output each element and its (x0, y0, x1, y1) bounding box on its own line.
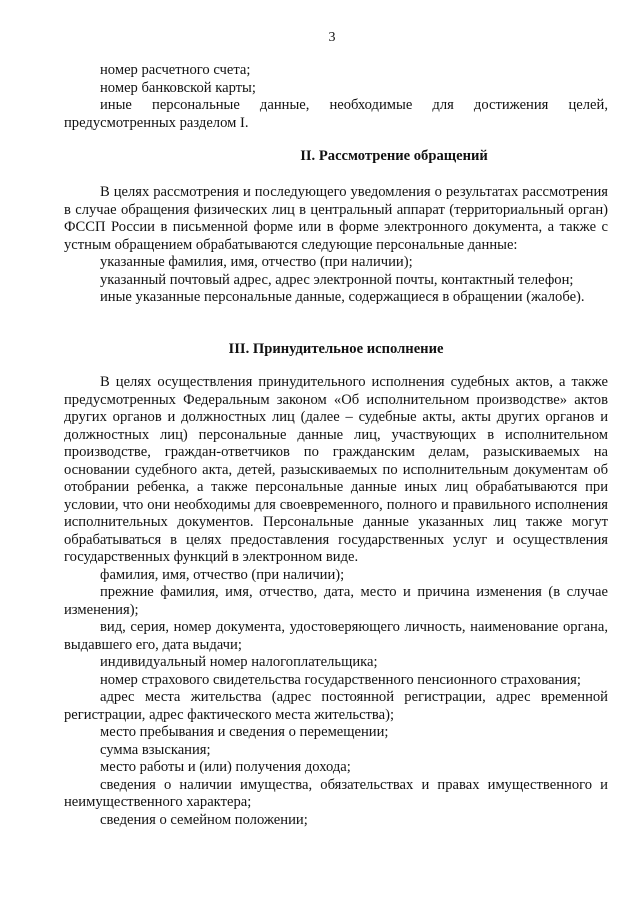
list-item: указанный почтовый адрес, адрес электронной почты, контактный телефон; (100, 271, 574, 288)
list-item: указанные фамилия, имя, отчество (при наличии); (100, 254, 413, 270)
list-item: место пребывания и сведения о перемещении; (100, 724, 389, 740)
list-item: адрес места жительства (адрес постоянной регистрации, адрес временной регистрации, адрес фактического места жительства); (64, 689, 608, 723)
page-number: 3 (328, 30, 336, 45)
list-item: вид, серия, номер документа, удостоверяющего личность, наименование органа, выдавшего его, дата выдачи; (64, 619, 608, 653)
list-item: сведения о семейном положении; (100, 811, 308, 828)
list-item: номер страхового свидетельства государственного пенсионного страхования; (100, 671, 581, 688)
section-enforcement-body (64, 374, 608, 829)
list-item: прежние фамилия, имя, отчество, дата, место и причина изменения (в случае изменения); (64, 584, 608, 618)
list-item: иные указанные персональные данные, содержащиеся в обращении (жалобе). (100, 289, 585, 305)
list-item: сумма взыскания; (100, 741, 211, 758)
section-appeals-body (64, 184, 608, 307)
list-item: номер банковской карты; (100, 79, 256, 96)
section-intro-paragraph: В целях рассмотрения и последующего уведомления о результатах рассмотрения в случае обращения физических лиц в центральный аппарат (территориальный орган) ФССП России в письменной форме или в форме электронного документа, а также с устным обращением обрабатываются следующие персональные данные: (64, 184, 608, 253)
list-item: иные персональные данные, необходимые для достижения целей, предусмотренных разделом I. (64, 97, 608, 131)
section-intro-paragraph: В целях осуществления принудительного исполнения судебных актов, а также предусмотренных Федеральным законом «Об исполнительном производстве» актов других органов и должностных лиц (далее – судебные акты, акты других органов и должностных лиц) персональные данные лиц, участвующих в исполнительном производстве, граждан-ответчиков по гражданским делам, разыскиваемых на основании судебного акта, детей, разыскиваемых по исполнительным документам об отобрании ребенка, а также персональные данные иных лиц обрабатываются при условии, что они необходимы для своевременного, полного и правильного исполнения исполнительных документов. Персональные данные указанных лиц также могут обрабатываться в целях предоставления государственных услуг и осуществления государственных функций в электронном виде. (64, 374, 608, 565)
section-heading-enforcement: III. Принудительное исполнение (228, 341, 444, 357)
list-item: индивидуальный номер налогоплательщика; (100, 654, 378, 670)
personal-data-list-continued (64, 62, 608, 132)
list-item: сведения о наличии имущества, обязательствах и правах имущественного и неимущественного характера; (64, 776, 608, 810)
list-item: номер расчетного счета; (100, 62, 251, 78)
section-heading-appeals: II. Рассмотрение обращений (300, 148, 488, 164)
list-item: фамилия, имя, отчество (при наличии); (100, 566, 345, 583)
list-item: место работы и (или) получения дохода; (100, 759, 351, 775)
